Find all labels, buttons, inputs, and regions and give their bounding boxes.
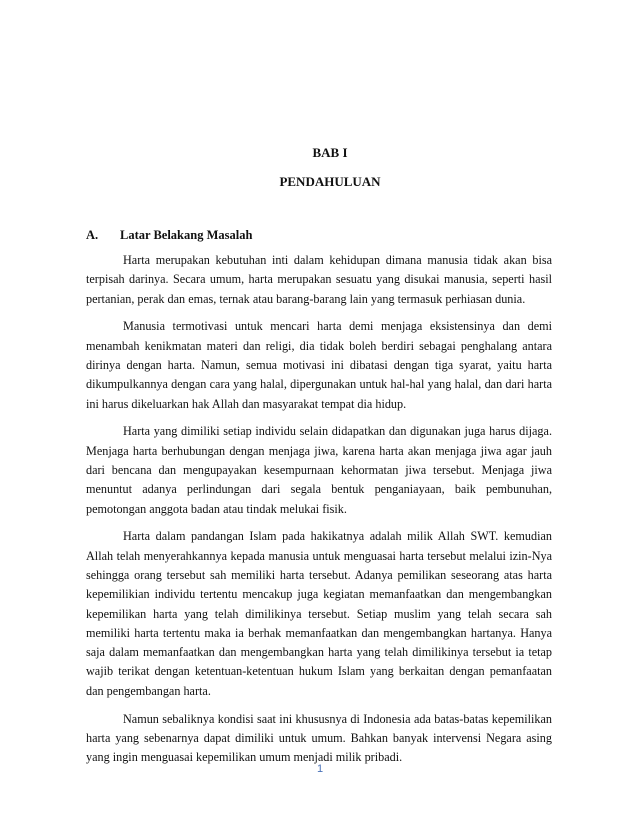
chapter-number: BAB I bbox=[312, 145, 348, 160]
body-text bbox=[86, 251, 552, 776]
paragraph: Harta yang dimiliki setiap individu selain didapatkan dan digunakan juga harus dijaga. Menjaga harta berhubungan dengan menjaga jiwa, karena harta akan menjaga jiwa agar jauh dari bencana dan mengupayakan kesempurnaan kehormatan jiwa tersebut. Menjaga jiwa menuntut adanya perlindungan dari segala bentuk penganiayaan, baik pembunuhan, pemotongan anggota badan atau tindak melukai fisik. bbox=[86, 424, 552, 516]
page-number: 1 bbox=[316, 763, 324, 775]
section-heading bbox=[86, 228, 252, 243]
paragraph: Manusia termotivasi untuk mencari harta demi menjaga eksistensinya dan demi menambah kenikmatan materi dan religi, dia tidak boleh berdiri sebagai penghalang antara dirinya dengan harta. Namun, semua motivasi ini dibatasi dengan tiga syarat, yaitu harta dikumpulkannya dengan cara yang halal, dipergunakan untuk hal-hal yang halal, dan dari harta ini harus dikeluarkan hak Allah dan masyarakat tempat dia hidup. bbox=[86, 319, 552, 411]
chapter-title: PENDAHULUAN bbox=[279, 174, 381, 189]
paragraph: Harta dalam pandangan Islam pada hakikatnya adalah milik Allah SWT. kemudian Allah telah menyerahkannya kepada manusia untuk menguasai harta tersebut melalui izin-Nya sehingga orang tersebut sah memiliki harta tersebut. Adanya pemilikan seseorang atas harta kepemilikian individu tertentu mencakup juga kegiatan memanfaatkan dan mengembangkan kepemilikan harta yang telah dimilikinya tersebut. Setiap muslim yang telah secara sah memiliki harta tertentu maka ia berhak memanfaatkan dan mengembangkan hartanya. Hanya saja dalam memanfaatkan dan mengembangkan harta yang telah dimilikinya tersebut ia tetap wajib terikat dengan ketentuan-ketentuan hukum Islam yang berkaitan dengan pemanfaatan dan pengembangan harta. bbox=[86, 529, 552, 698]
paragraph: Namun sebaliknya kondisi saat ini khususnya di Indonesia ada batas-batas kepemilikan harta yang sebenarnya dapat dimiliki untuk umum. Bahkan banyak intervensi Negara asing yang ingin menguasai kepemilikan umum menjadi milik pribadi. bbox=[86, 711, 552, 765]
paragraph: Harta merupakan kebutuhan inti dalam kehidupan dimana manusia tidak akan bisa terpisah darinya. Secara umum, harta merupakan sesuatu yang disukai manusia, seperti hasil pertanian, perak dan emas, ternak atau barang-barang lain yang termasuk perhiasan dunia. bbox=[86, 253, 552, 306]
section-title: Latar Belakang Masalah bbox=[120, 228, 253, 242]
section-letter: A. bbox=[86, 228, 99, 242]
